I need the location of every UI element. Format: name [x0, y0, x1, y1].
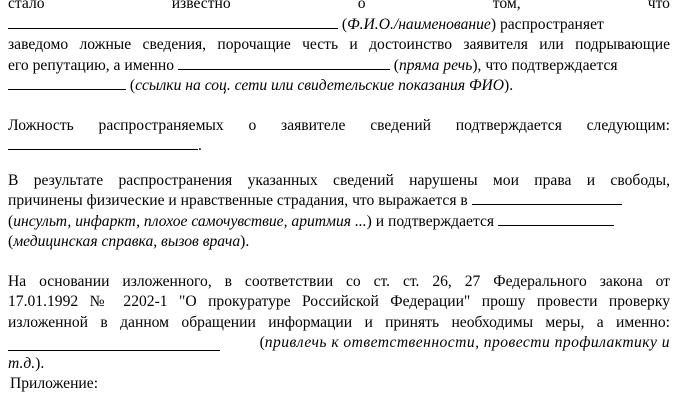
- p3-line-4: (медицинская справка, вызов врача).: [8, 233, 250, 250]
- hint-evidence: ссылки на соц. сети или свидетельские показания ФИО: [135, 77, 505, 94]
- p1-line-5: (ссылки на соц. сети или свидетельские показания ФИО).: [8, 76, 670, 97]
- hint-harm-proof: медицинская справка, вызов врача: [13, 233, 241, 250]
- word: о: [357, 0, 366, 12]
- p1-line-2: (Ф.И.О./наименование) распространяет: [8, 15, 670, 36]
- word: что: [647, 0, 670, 12]
- p3-line-1: В результате распространения указанных сведений нарушены мои права и свободы,: [8, 171, 670, 189]
- complaint-document: [8, 0, 670, 395]
- hint-harm: инсульт, инфаркт, плохое самочувствие, аритмия ...: [13, 212, 367, 230]
- p4-line-2: 17.01.1992 № 2202-1 "О прокуратуре Российской Федерации" прошу провести проверку: [8, 293, 670, 310]
- fill-in-blank-name[interactable]: [8, 15, 338, 29]
- word: стало: [8, 0, 45, 12]
- p4-line-3: изложенной в данном обращении информации и принять необходимы меры, а именно:: [8, 313, 670, 331]
- word: том,: [492, 0, 521, 12]
- fill-in-blank-quote[interactable]: [178, 56, 390, 70]
- fill-in-blank-falsity-proof[interactable]: [8, 136, 198, 150]
- p1-line-4: его репутацию, а именно (пряма речь), что подтверждается: [8, 56, 618, 74]
- word: известно: [171, 0, 231, 12]
- fill-in-blank-harm[interactable]: [472, 191, 622, 205]
- hint-quote: пряма речь: [399, 56, 473, 74]
- hint-measures: привлечь к ответственности, провести профилактику и: [264, 334, 670, 351]
- p4-line-1: На основании изложенного, в соответствии со ст. ст. 26, 27 Федерального закона от: [8, 272, 670, 290]
- p4-line-5: т.д.).: [8, 354, 45, 372]
- hint-measures-end: т.д.: [8, 354, 36, 372]
- p3-line-3: (инсульт, инфаркт, плохое самочувствие, аритмия ...) и подтверждается: [8, 212, 670, 233]
- p2-line-1: Ложность распространяемых о заявителе сведений подтверждается следующим:: [8, 116, 670, 134]
- fill-in-blank-harm-proof[interactable]: [498, 212, 614, 226]
- p1-line-1: [8, 0, 670, 15]
- attachment-label: Приложение:: [10, 375, 99, 392]
- hint-name: Ф.И.О./наименование: [347, 15, 491, 33]
- p4-line-4: (привлечь к ответственности, провести профилактику и: [8, 333, 670, 354]
- fill-in-blank-evidence[interactable]: [8, 76, 126, 90]
- p3-line-2: причинены физические и нравственные страдания, что выражается в: [8, 191, 670, 212]
- p2-line-2: .: [8, 136, 670, 157]
- fill-in-blank-measures[interactable]: [8, 337, 220, 351]
- p1-line-3: заведомо ложные сведения, порочащие честь и достоинство заявителя или подрывающие: [8, 36, 670, 53]
